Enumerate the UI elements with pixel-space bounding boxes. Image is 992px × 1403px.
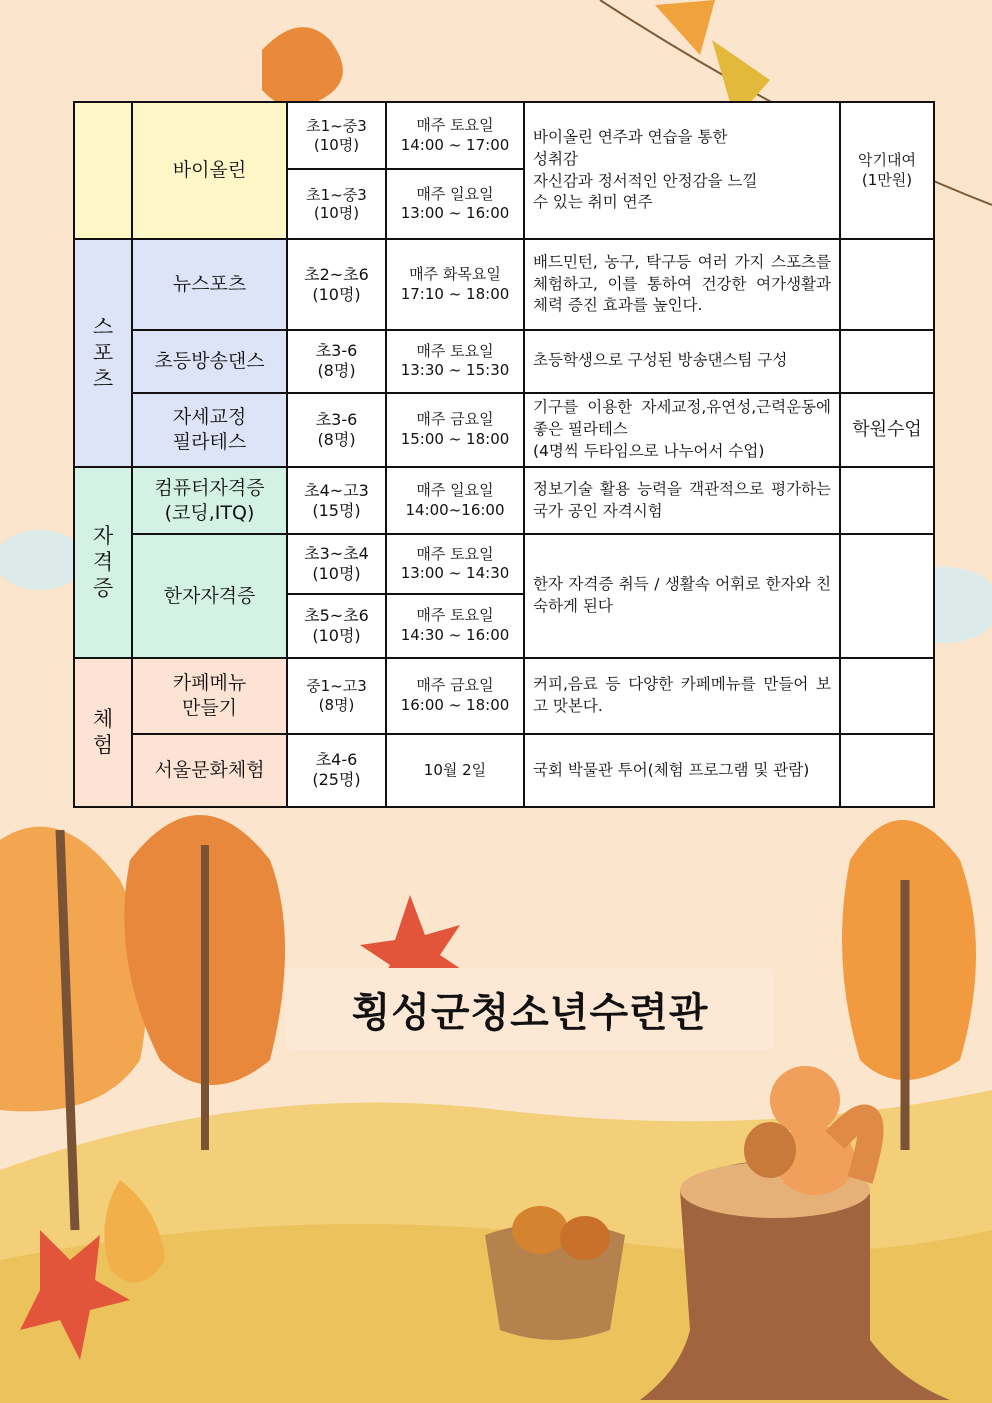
program-name: 서울문화체험 [132, 734, 287, 807]
time-cell: 매주 토요일 14:00 ~ 17:00 [386, 102, 524, 169]
table-row [74, 330, 934, 393]
table-row [74, 102, 934, 169]
program-name: 카페메뉴 만들기 [132, 658, 287, 734]
acorn-icon [744, 1122, 796, 1178]
time-cell: 매주 금요일 15:00 ~ 18:00 [386, 393, 524, 467]
date-cell: 10월 2일 [386, 734, 524, 807]
category-experience: 체 험 [74, 658, 132, 807]
note-cell: 학원수업 [840, 393, 934, 467]
squirrel-icon [770, 1066, 840, 1134]
category-cell-empty [74, 102, 132, 239]
program-name: 컴퓨터자격증 (코딩,ITQ) [132, 467, 287, 534]
organization-title: 횡성군청소년수련관 [351, 989, 709, 1036]
program-name: 초등방송댄스 [132, 330, 287, 393]
target-cell: 초1~중3 (10명) [287, 102, 386, 169]
program-name: 바이올린 [132, 102, 287, 239]
description-cell: 기구를 이용한 자세교정,유연성,근력운동에 좋은 필라테스 (4명씩 두타임으로 나누어서 수업) [524, 393, 840, 467]
target-cell: 초1~중3 (10명) [287, 169, 386, 239]
description-cell: 커피,음료 등 다양한 카페메뉴를 만들어 보고 맛본다. [524, 658, 840, 734]
time-cell: 매주 일요일 13:00 ~ 16:00 [386, 169, 524, 239]
target-cell: 중1~고3 (8명) [287, 658, 386, 734]
target-cell: 초3~초4 (10명) [287, 534, 386, 594]
time-cell: 매주 토요일 14:30 ~ 16:00 [386, 594, 524, 657]
description-cell: 초등학생으로 구성된 방송댄스팀 구성 [524, 330, 840, 393]
target-cell: 초3-6 (8명) [287, 393, 386, 467]
table-row [74, 393, 934, 467]
table-row [74, 658, 934, 734]
category-sports: 스 포 츠 [74, 239, 132, 467]
table-row [74, 534, 934, 594]
time-cell: 매주 일요일 14:00~16:00 [386, 467, 524, 534]
time-cell: 매주 화목요일 17:10 ~ 18:00 [386, 239, 524, 329]
note-cell-empty [840, 734, 934, 807]
note-cell-empty [840, 467, 934, 534]
description-cell: 바이올린 연주과 연습을 통한 성취감 자신감과 정서적인 안정감을 느낄 수 있는 취미 연주 [524, 102, 840, 239]
category-certificate: 자 격 증 [74, 467, 132, 658]
target-cell: 초2~초6 (10명) [287, 239, 386, 329]
note-cell-empty [840, 658, 934, 734]
table-row [74, 239, 934, 329]
description-cell: 한자 자격증 취득 / 생활속 어휘로 한자와 친숙하게 된다 [524, 534, 840, 657]
table-row [74, 734, 934, 807]
program-name: 한자자격증 [132, 534, 287, 657]
program-name: 뉴스포츠 [132, 239, 287, 329]
target-cell: 초3-6 (8명) [287, 330, 386, 393]
table-row [74, 467, 934, 534]
program-schedule-table [73, 101, 935, 808]
description-cell: 배드민턴, 농구, 탁구등 여러 가지 스포츠를 체험하고, 이를 통하여 건강한 여가생활과 체력 증진 효과를 높인다. [524, 239, 840, 329]
note-cell-empty [840, 239, 934, 329]
note-cell-empty [840, 330, 934, 393]
note-cell: 악기대여 (1만원) [840, 102, 934, 239]
target-cell: 초5~초6 (10명) [287, 594, 386, 657]
program-name: 자세교정 필라테스 [132, 393, 287, 467]
time-cell: 매주 토요일 13:00 ~ 14:30 [386, 534, 524, 594]
time-cell: 매주 금요일 16:00 ~ 18:00 [386, 658, 524, 734]
time-cell: 매주 토요일 13:30 ~ 15:30 [386, 330, 524, 393]
description-cell: 국회 박물관 투어(체험 프로그램 및 관람) [524, 734, 840, 807]
note-cell-empty [840, 534, 934, 657]
description-cell: 정보기술 활용 능력을 객관적으로 평가하는 국가 공인 자격시험 [524, 467, 840, 534]
target-cell: 초4~고3 (15명) [287, 467, 386, 534]
target-cell: 초4-6 (25명) [287, 734, 386, 807]
